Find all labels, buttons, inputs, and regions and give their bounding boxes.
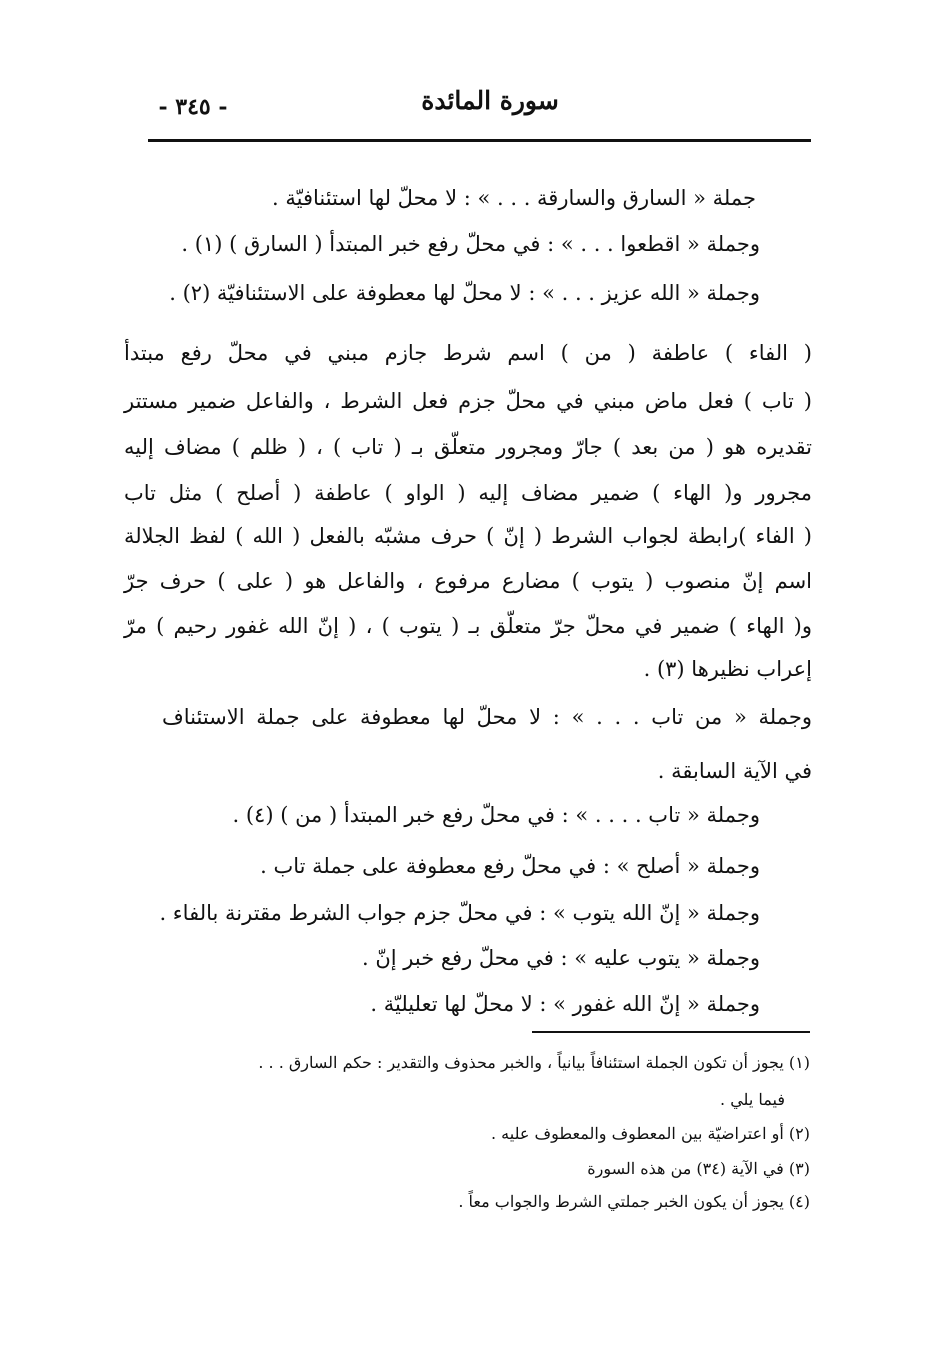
text-line: وجملة « إنّ الله غفور » : لا محلّ لها تعليليّة . xyxy=(370,992,760,1016)
text-line: وجملة « يتوب عليه » : في محلّ رفع خبر إنّ . xyxy=(362,946,760,970)
text-line: وجملة « اقطعوا . . . » : في محلّ رفع خبر المبتدأ ( السارق ) (١) . xyxy=(181,232,760,256)
page-number: - ٣٤٥ - xyxy=(158,94,228,120)
footnote-1: (١) يجوز أن تكون الجملة استئنافاً بيانياً ، والخبر محذوف والتقدير : حكم السارق . . . xyxy=(258,1053,810,1072)
text-line: اسم إنّ منصوب ( يتوب ) مضارع مرفوع ، والفاعل هو ( على ) حرف جرّ xyxy=(124,569,812,593)
text-line: ( الفاء ) عاطفة ( من ) اسم شرط جازم مبني في محلّ رفع مبتدأ xyxy=(124,341,812,365)
text-line: وجملة « أصلح » : في محلّ رفع معطوفة على جملة تاب . xyxy=(260,854,760,878)
text-line: ( تاب ) فعل ماض مبني في محلّ جزم فعل الشرط ، والفاعل ضمير مستتر xyxy=(124,389,812,413)
footnote-rule xyxy=(532,1031,810,1033)
text-line: و( الهاء ) ضمير في محلّ جرّ متعلّق بـ ( يتوب ) ، ( إنّ الله غفور رحيم ) مرّ xyxy=(124,614,812,638)
text-line: وجملة « من تاب . . . » : لا محلّ لها معطوفة على جملة الاستئناف xyxy=(162,705,812,729)
surah-title: سورة المائدة xyxy=(421,86,559,115)
text-line: وجملة « إنّ الله يتوب » : في محلّ جزم جواب الشرط مقترنة بالفاء . xyxy=(159,901,760,925)
text-line: ( الفاء )رابطة لجواب الشرط ( إنّ ) حرف مشبّه بالفعل ( الله ) لفظ الجلالة xyxy=(124,524,812,548)
header-rule xyxy=(148,139,811,142)
text-line: في الآية السابقة . xyxy=(657,759,812,783)
footnote-1-continuation: فيما يلي . xyxy=(720,1090,785,1109)
footnote-4: (٤) يجوز أن يكون الخبر جملتي الشرط والجواب معاً . xyxy=(458,1192,810,1211)
text-line: إعراب نظيرها (٣) . xyxy=(643,657,812,681)
footnote-2: (٢) أو اعتراضيّة بين المعطوف والمعطوف عليه . xyxy=(491,1124,810,1143)
text-line: تقديره هو ( من بعد ) جارّ ومجرور متعلّق بـ ( تاب ) ، ( ظلم ) مضاف إليه xyxy=(124,435,812,459)
text-line: مجرور و( الهاء ) ضمير مضاف إليه ( الواو ) عاطفة ( أصلح ) مثل تاب xyxy=(124,481,812,505)
text-line: وجملة « الله عزيز . . . » : لا محلّ لها معطوفة على الاستئنافيّة (٢) . xyxy=(169,281,760,305)
footnote-3: (٣) في الآية (٣٤) من هذه السورة xyxy=(587,1159,810,1178)
text-line: وجملة « تاب . . . . » : في محلّ رفع خبر المبتدأ ( من ) (٤) . xyxy=(232,803,760,827)
text-line: جملة « السارق والسارقة . . . » : لا محلّ لها استئنافيّة . xyxy=(272,186,756,210)
